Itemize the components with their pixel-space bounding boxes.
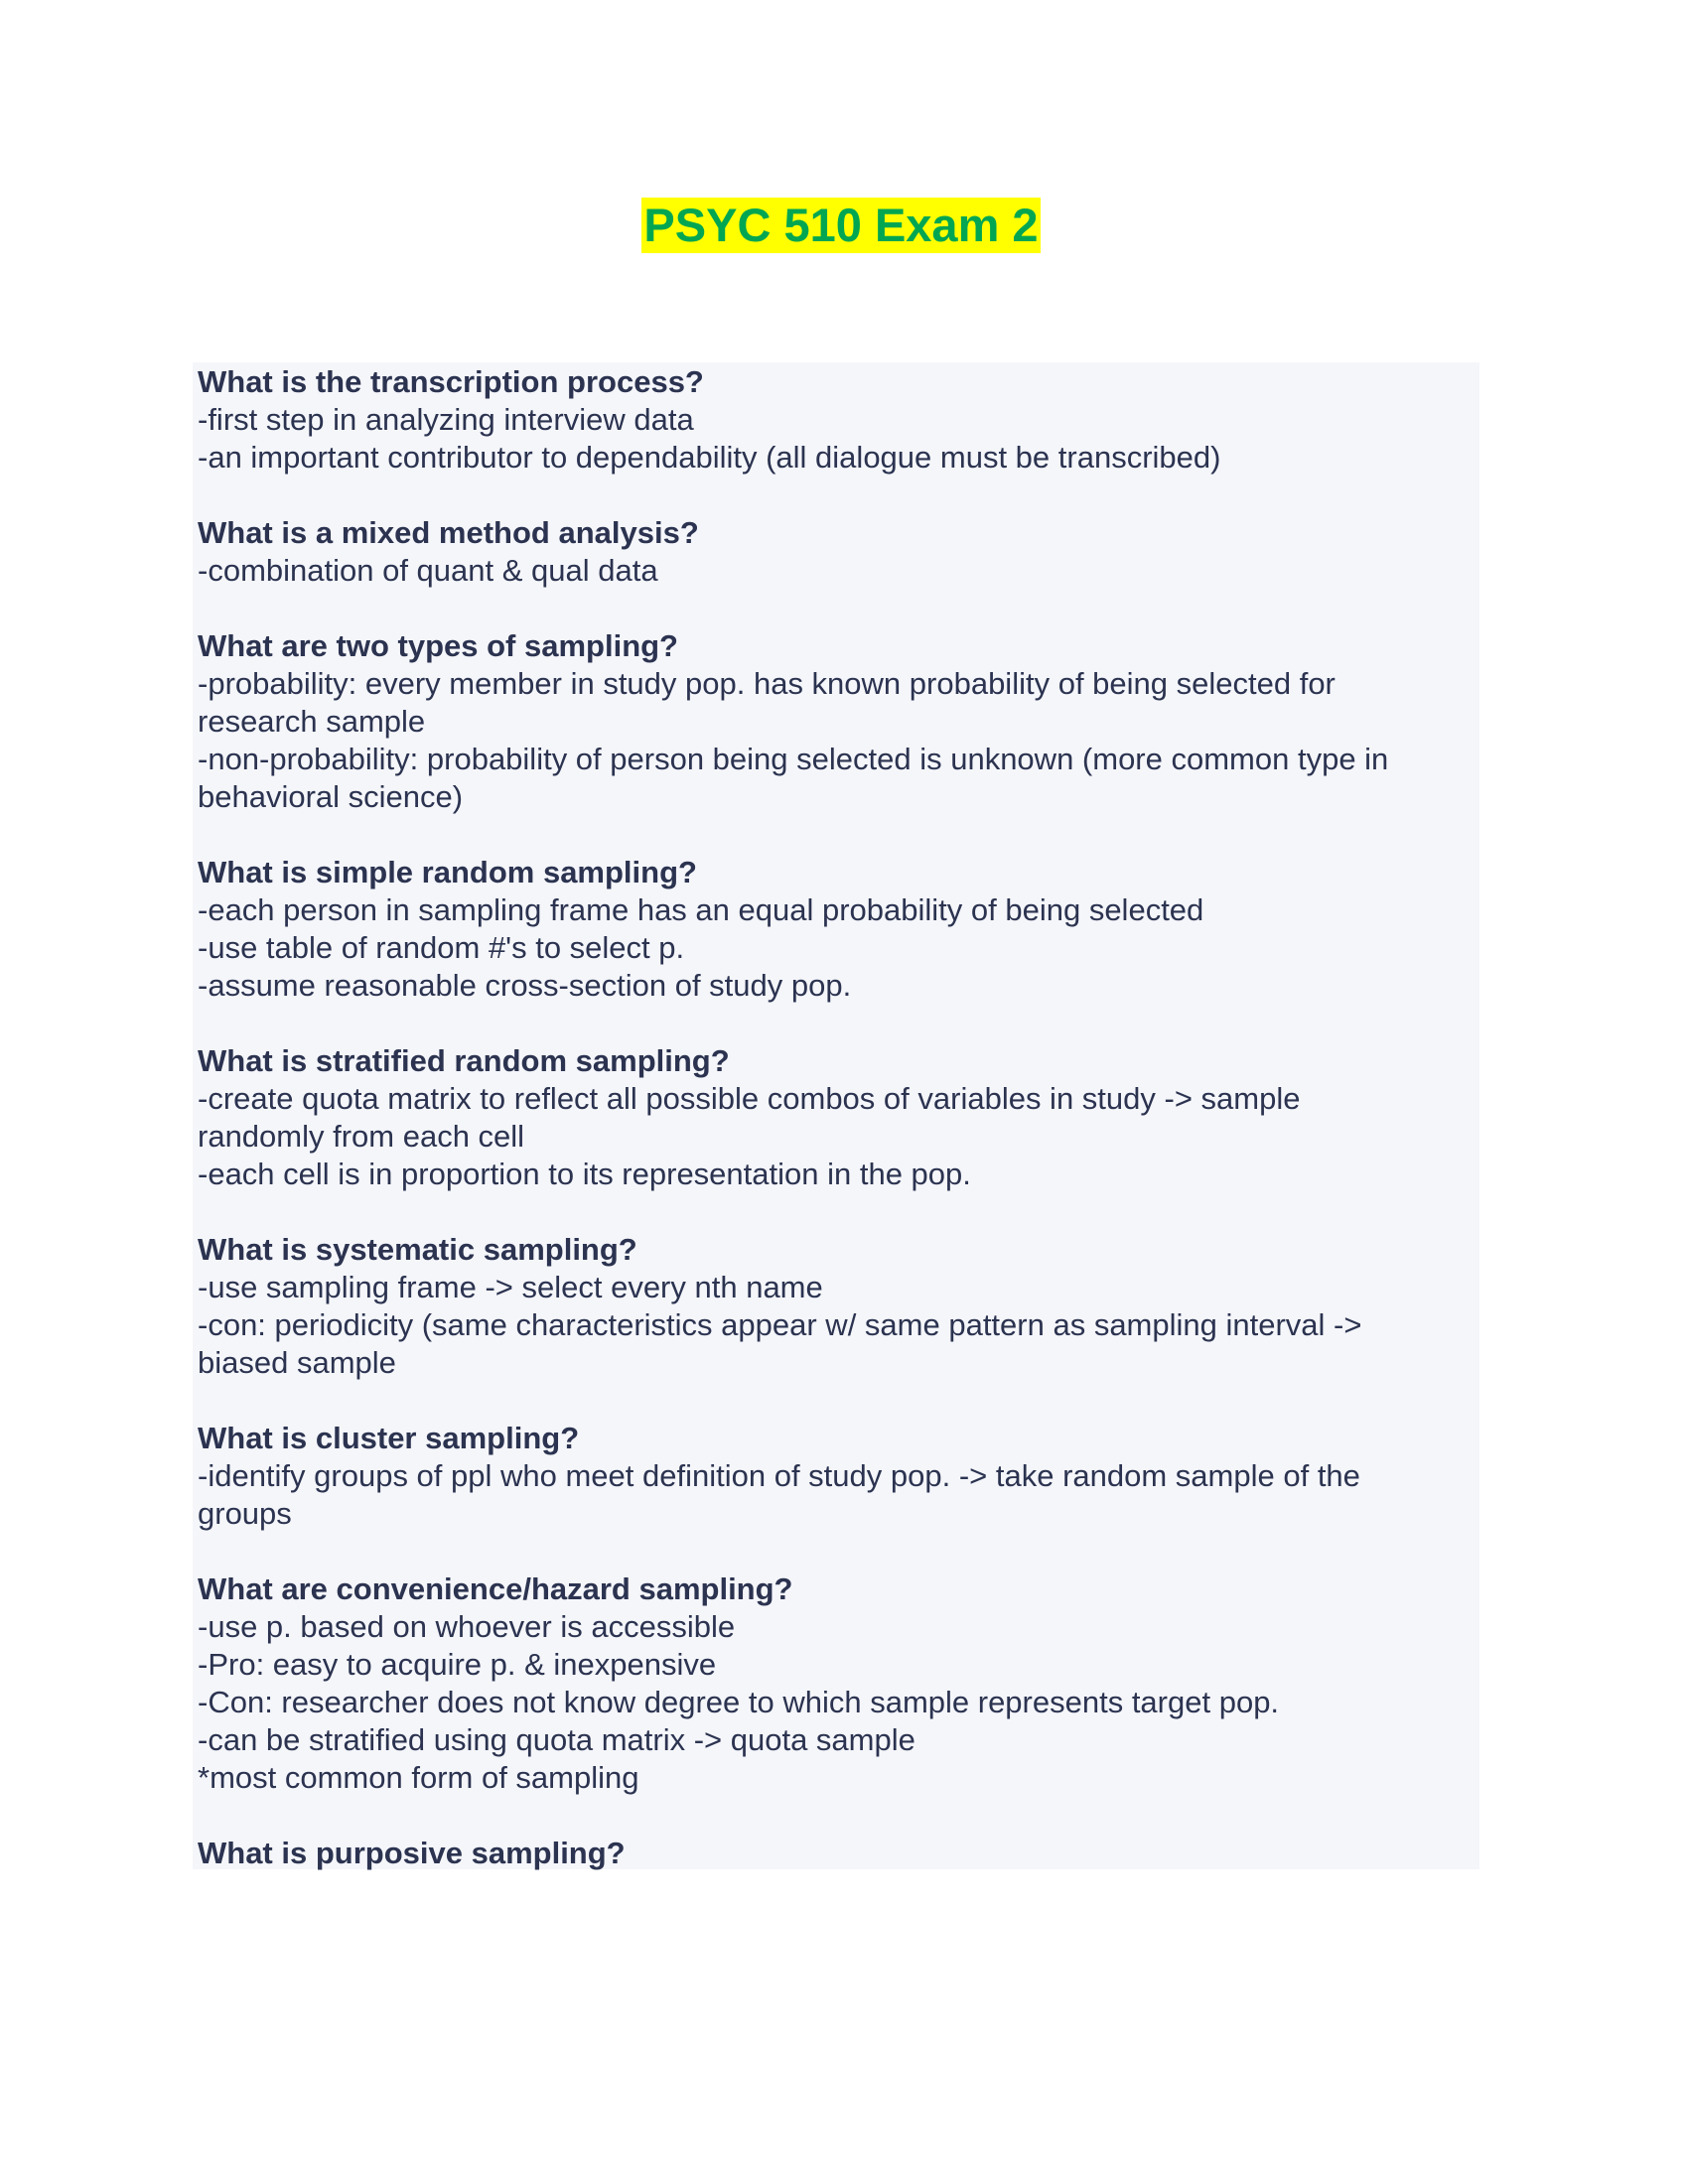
document-title: PSYC 510 Exam 2: [643, 199, 1039, 251]
qa-section: [198, 1570, 1478, 1797]
answer-line: -each person in sampling frame has an equal probability of being selected: [198, 892, 1204, 927]
answer-line: -combination of quant & qual data: [198, 553, 658, 588]
answer-line: -use table of random #'s to select p.: [198, 930, 685, 965]
qa-section: [198, 1231, 1478, 1382]
answer-line: groups: [198, 1496, 292, 1531]
question-heading: What is simple random sampling?: [198, 855, 697, 889]
answer-line: -identify groups of ppl who meet definition of study pop. -> take random sample of the: [198, 1458, 1360, 1493]
answer-line: -an important contributor to dependability (all dialogue must be transcribed): [198, 440, 1221, 475]
qa-section: [198, 1042, 1478, 1193]
answer-line: -use sampling frame -> select every nth name: [198, 1270, 823, 1304]
answer-line: -Pro: easy to acquire p. & inexpensive: [198, 1647, 717, 1682]
qa-section: [198, 627, 1478, 816]
answer-line: biased sample: [198, 1345, 396, 1380]
question-heading: What is systematic sampling?: [198, 1232, 637, 1267]
qa-section: [198, 1420, 1478, 1533]
question-heading: What is the transcription process?: [198, 364, 704, 399]
answer-line: randomly from each cell: [198, 1119, 525, 1154]
qa-content: [198, 363, 1478, 1910]
question-heading: What is a mixed method analysis?: [198, 515, 699, 550]
question-heading: What is cluster sampling?: [198, 1421, 580, 1455]
answer-line: -first step in analyzing interview data: [198, 402, 694, 437]
question-heading: What is stratified random sampling?: [198, 1043, 730, 1078]
answer-line: *most common form of sampling: [198, 1760, 639, 1795]
qa-section: [198, 363, 1478, 477]
answer-line: -non-probability: probability of person being selected is unknown (more common type in: [198, 742, 1389, 776]
qa-section: [198, 1835, 1478, 1872]
answer-line: -can be stratified using quota matrix -> quota sample: [198, 1722, 915, 1757]
answer-line: -each cell is in proportion to its representation in the pop.: [198, 1157, 971, 1191]
answer-line: -assume reasonable cross-section of study pop.: [198, 968, 852, 1003]
answer-line: -Con: researcher does not know degree to which sample represents target pop.: [198, 1685, 1280, 1719]
title-wrap: [0, 198, 1688, 253]
answer-line: -con: periodicity (same characteristics appear w/ same pattern as sampling interval ->: [198, 1307, 1362, 1342]
qa-section: [198, 514, 1478, 590]
qa-section: [198, 854, 1478, 1005]
answer-line: behavioral science): [198, 779, 464, 814]
answer-line: -use p. based on whoever is accessible: [198, 1609, 736, 1644]
question-heading: What are convenience/hazard sampling?: [198, 1571, 793, 1606]
answer-line: -probability: every member in study pop. has known probability of being selected for: [198, 666, 1336, 701]
question-heading: What is purposive sampling?: [198, 1836, 626, 1870]
answer-line: -create quota matrix to reflect all possible combos of variables in study -> sample: [198, 1081, 1301, 1116]
answer-line: research sample: [198, 704, 426, 739]
question-heading: What are two types of sampling?: [198, 628, 678, 663]
